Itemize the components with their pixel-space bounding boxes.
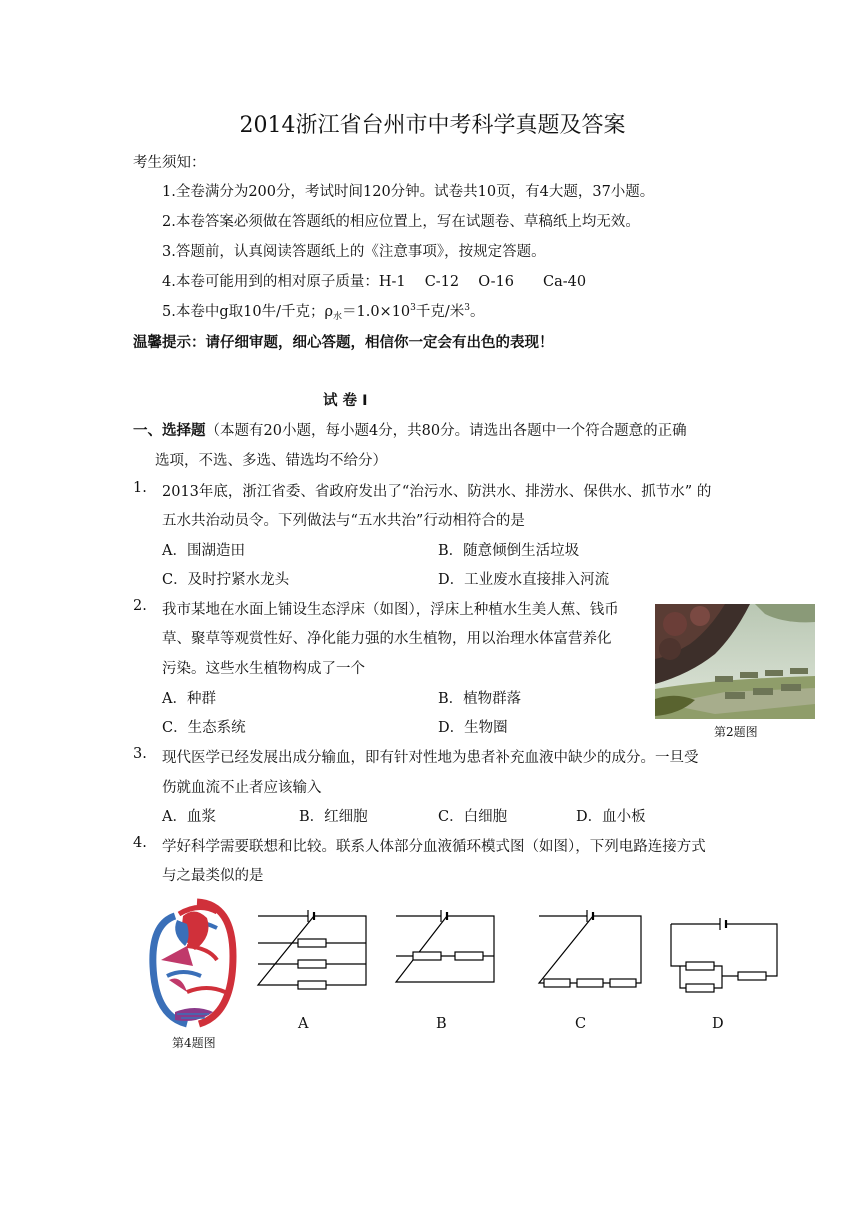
notice-item-3: 3.答题前，认真阅读答题纸上的《注意事项》，按规定答题。 (162, 244, 546, 260)
q1-option-c: C．及时拧紧水龙头 (162, 572, 290, 588)
q4-figure-caption: 第4题图 (172, 1036, 216, 1050)
circuit-a-label: A (298, 1016, 309, 1032)
q4-text-line2: 与之最类似的是 (162, 868, 264, 884)
q2-text-line3: 污染。这些水生植物构成了一个 (162, 661, 365, 677)
q4-text-line1: 学好科学需要联想和比较。联系人体部分血液循环模式图（如图），下列电路连接方式 (162, 839, 706, 855)
q3-option-c: C．白细胞 (438, 809, 508, 825)
circuit-a (257, 906, 367, 988)
q2-option-d: D．生物圈 (438, 720, 508, 736)
blood-circulation-diagram (147, 896, 239, 1032)
section-title: 试 卷 Ⅰ (323, 393, 368, 409)
q2-text-line1: 我市某地在水面上铺设生态浮床（如图），浮床上种植水生美人蕉、钱币 (162, 602, 619, 618)
circuit-b-label: B (436, 1016, 447, 1032)
q3-option-a: A．血浆 (162, 809, 216, 825)
q4-number: 4. (133, 835, 147, 851)
part1-heading: 一、选择题（本题有20小题，每小题4分，共80分。请选出各题中一个符合题意的正确 (133, 423, 687, 439)
part1-desc: 选项，不选、多选、错选均不给分） (155, 453, 387, 469)
q1-text-line2: 五水共治动员令。下列做法与“五水共治”行动相符合的是 (162, 513, 525, 529)
q1-option-b: B．随意倾倒生活垃圾 (438, 543, 580, 559)
q2-option-b: B．植物群落 (438, 691, 522, 707)
notice-item-5: 5.本卷中g取10牛/千克；$\rho_水=1.0\times 10^3$千克/米$^3$。 (162, 303, 485, 322)
q2-option-a: A．种群 (162, 691, 216, 707)
notice-heading: 考生须知： (133, 155, 206, 171)
q1-text-line1: 2013年底，浙江省委、省政府发出了“治污水、防洪水、排涝水、保供水、抓节水” 的 (162, 484, 712, 500)
q2-figure-caption: 第2题图 (714, 725, 758, 739)
warm-tip: 温馨提示：请仔细审题，细心答题，相信你一定会有出色的表现！ (133, 335, 554, 351)
q3-text-line1: 现代医学已经发展出成分输血，即有针对性地为患者补充血液中缺少的成分。一旦受 (162, 750, 699, 766)
q3-option-d: D．血小板 (576, 809, 646, 825)
notice-item-4: 4.本卷可能用到的相对原子质量：H-1 C-12 O-16 Ca-40 (162, 274, 587, 290)
q3-text-line2: 伤就血流不止者应该输入 (162, 780, 322, 796)
circuit-d-label: D (712, 1016, 724, 1032)
q3-option-b: B．红细胞 (299, 809, 368, 825)
circuit-b (395, 906, 495, 984)
q3-number: 3. (133, 746, 147, 762)
notice-item-1: 1.全卷满分为200分，考试时间120分钟。试卷共10页，有4大题，37小题。 (162, 184, 655, 200)
q2-text-line2: 草、聚草等观赏性好、净化能力强的水生植物，用以治理水体富营养化 (162, 631, 612, 647)
circuit-d (670, 910, 778, 996)
notice-item-2: 2.本卷答案必须做在答题纸的相应位置上，写在试题卷、草稿纸上均无效。 (162, 214, 640, 230)
q2-number: 2. (133, 598, 147, 614)
circuit-c-label: C (575, 1016, 587, 1032)
circuit-c (538, 906, 642, 988)
floating-bed-photo (655, 604, 815, 719)
page-title: 2014浙江省台州市中考科学真题及答案 (239, 113, 626, 138)
q1-option-a: A．围湖造田 (162, 543, 245, 559)
q1-option-d: D．工业废水直接排入河流 (438, 572, 610, 588)
q1-number: 1. (133, 480, 147, 496)
q2-option-c: C．生态系统 (162, 720, 246, 736)
